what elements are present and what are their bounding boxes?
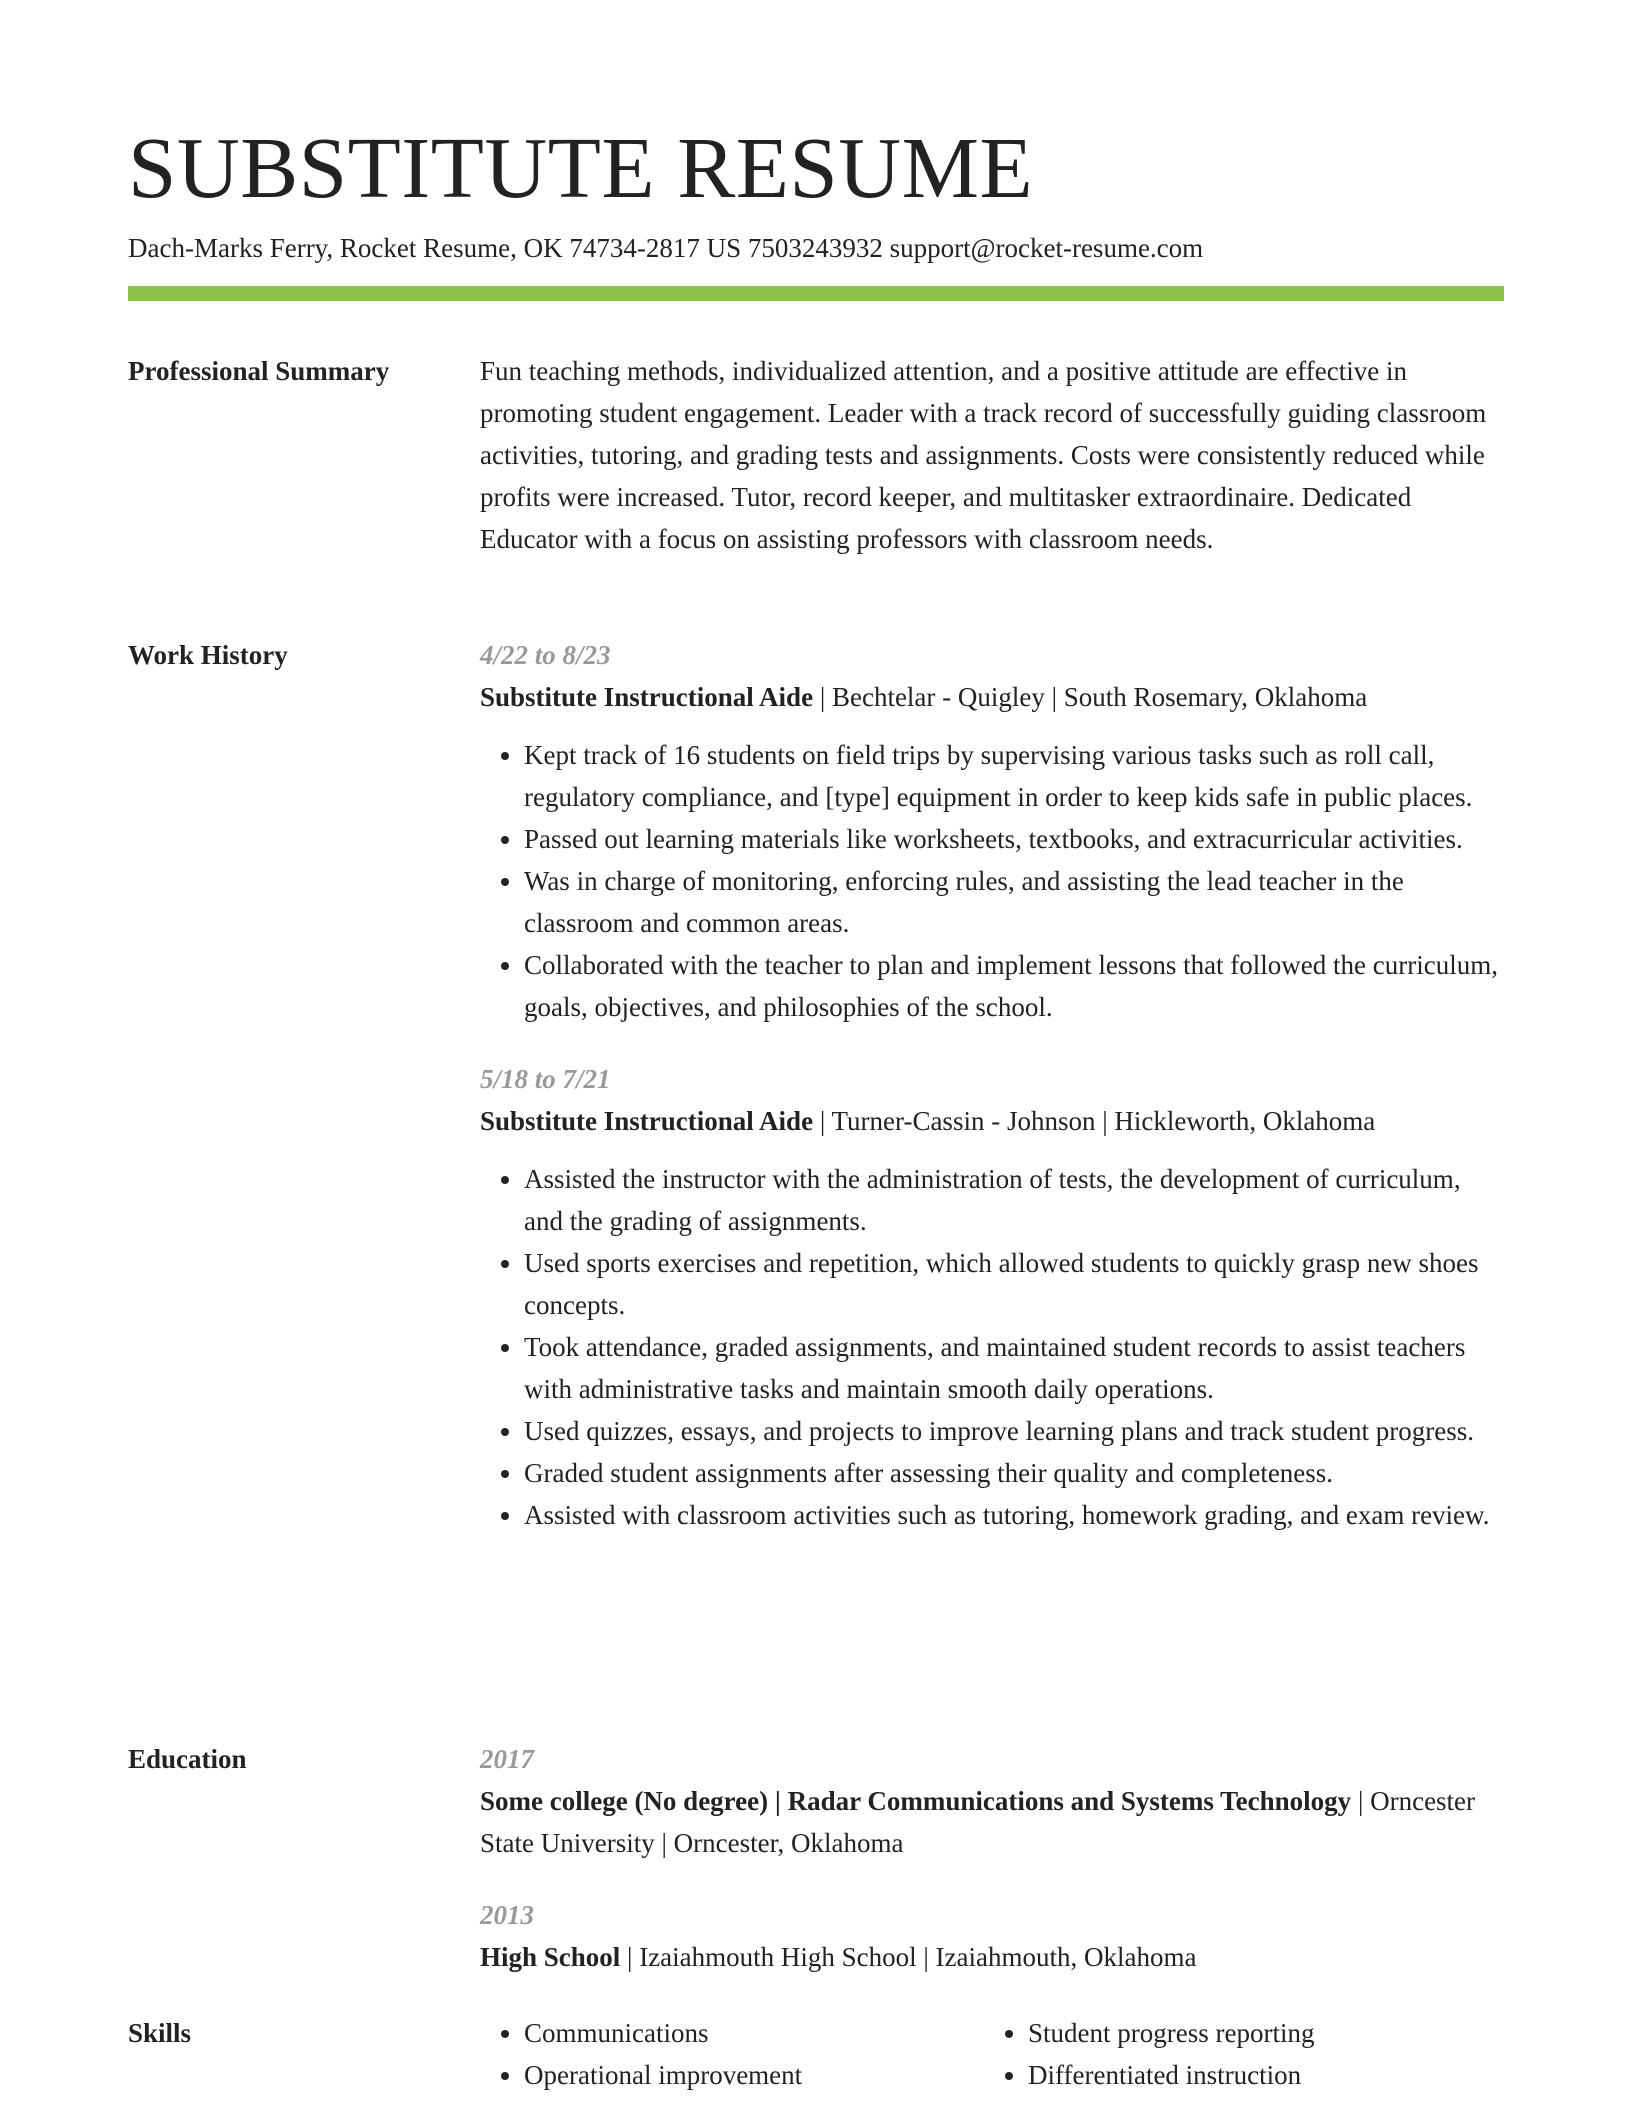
- header-divider: [128, 286, 1504, 301]
- education-year: 2017: [480, 1744, 534, 1774]
- skill-item: • Differentiated instruction: [1028, 2054, 1488, 2096]
- section-label-summary: Professional Summary: [128, 356, 390, 386]
- skill-item: • Communications: [524, 2012, 984, 2054]
- job-details: | Turner-Cassin - Johnson | Hickleworth, Oklahoma: [813, 1106, 1376, 1136]
- job-bullet: • Collaborated with the teacher to plan and implement lessons that followed the curriculum, goals, objectives, and philosophies of the school.: [524, 944, 1504, 1028]
- job-bullet: • Was in charge of monitoring, enforcing rules, and assisting the lead teacher in the classroom and common areas.: [524, 860, 1504, 944]
- job-bullet: • Passed out learning materials like worksheets, textbooks, and extracurricular activities.: [524, 818, 1504, 860]
- job-entry: [480, 634, 1504, 1028]
- education-details: | Orncester State University | Orncester, Oklahoma: [480, 1786, 1476, 1858]
- skills-list-right: [984, 2012, 1488, 2096]
- education-details: | Izaiahmouth High School | Izaiahmouth, Oklahoma: [620, 1942, 1197, 1972]
- education-heading: [480, 1936, 1504, 1978]
- skill-item: • Operational improvement: [524, 2054, 984, 2096]
- resume-title: SUBSTITUTE RESUME: [128, 119, 1034, 216]
- job-title: Substitute Instructional Aide: [480, 682, 814, 712]
- job-bullet: • Used sports exercises and repetition, which allowed students to quickly grasp new shoes concepts.: [524, 1242, 1504, 1326]
- job-title: Substitute Instructional Aide: [480, 1106, 814, 1136]
- job-bullets: [480, 734, 1504, 1028]
- skills-list-left: [480, 2012, 984, 2096]
- job-bullet: • Kept track of 16 students on field trips by supervising various tasks such as roll call, regulatory compliance, and [type] equipment in order to keep kids safe in public places.: [524, 734, 1504, 818]
- job-details: | Bechtelar - Quigley | South Rosemary, Oklahoma: [813, 682, 1368, 712]
- section-label-work-history: Work History: [128, 640, 288, 670]
- section-label-skills: Skills: [128, 2018, 192, 2048]
- job-bullet: • Assisted with classroom activities such as tutoring, homework grading, and exam review.: [524, 1494, 1504, 1536]
- job-heading: [480, 676, 1504, 718]
- education-title: High School: [480, 1942, 621, 1972]
- job-dates: 4/22 to 8/23: [480, 640, 611, 670]
- job-dates: 5/18 to 7/21: [480, 1064, 611, 1094]
- job-bullet: • Assisted the instructor with the administration of tests, the development of curriculum, and the grading of assignments.: [524, 1158, 1504, 1242]
- contact-info: Dach-Marks Ferry, Rocket Resume, OK 74734-2817 US 7503243932 support@rocket-resume.com: [128, 233, 1204, 263]
- education-year: 2013: [480, 1900, 534, 1930]
- skill-item: • Student progress reporting: [1028, 2012, 1488, 2054]
- summary-text: Fun teaching methods, individualized attention, and a positive attitude are effective in promoting student engagement. Leader with a track record of successfully guiding classroom activities, tutoring, and grading tests and assignments. Costs were consistently reduced while profits were increased. Tutor, record keeper, and multitasker extraordinaire. Dedicated Educator with a focus on assisting professors with classroom needs.: [480, 356, 1487, 554]
- skills-columns: [480, 2012, 1504, 2096]
- job-bullet: • Used quizzes, essays, and projects to improve learning plans and track student progress.: [524, 1410, 1504, 1452]
- job-heading: [480, 1100, 1504, 1142]
- job-entry: [480, 1058, 1504, 1536]
- education-entry: [480, 1894, 1504, 1978]
- job-bullets: [480, 1158, 1504, 1536]
- job-bullet: • Took attendance, graded assignments, and maintained student records to assist teachers with administrative tasks and maintain smooth daily operations.: [524, 1326, 1504, 1410]
- education-heading: [480, 1780, 1504, 1864]
- education-entry: [480, 1738, 1504, 1864]
- job-bullet: • Graded student assignments after assessing their quality and completeness.: [524, 1452, 1504, 1494]
- education-title: Some college (No degree) | Radar Communications and Systems Technology: [480, 1786, 1352, 1816]
- section-label-education: Education: [128, 1744, 247, 1774]
